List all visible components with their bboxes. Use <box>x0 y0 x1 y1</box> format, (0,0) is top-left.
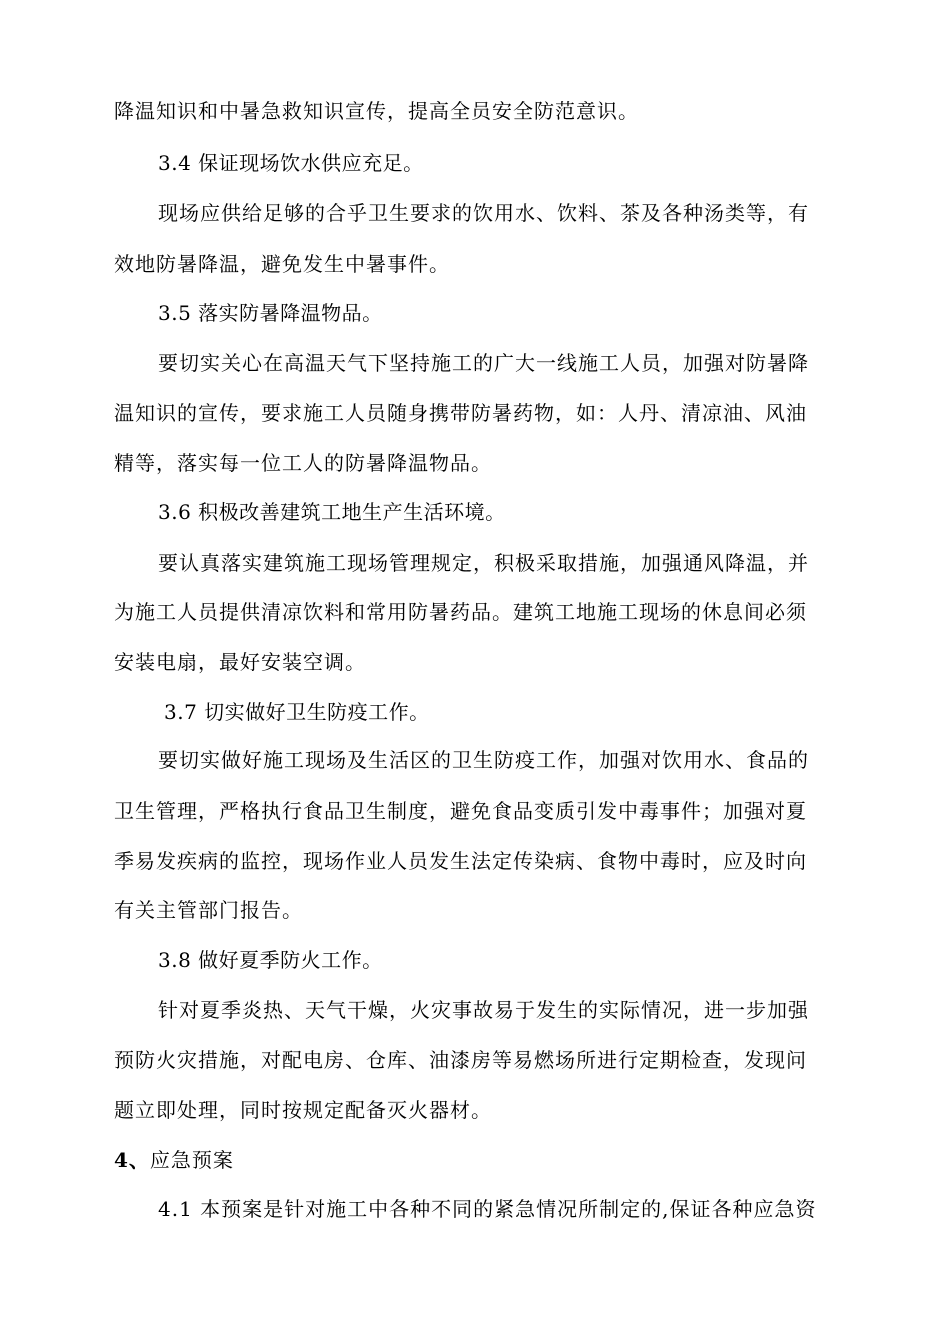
paragraph-line: 现场应供给足够的合乎卫生要求的饮用水、饮料、茶及各种汤类等，有 <box>158 201 809 225</box>
paragraph-line: 针对夏季炎热、天气干燥，火灾事故易于发生的实际情况，进一步加强 <box>158 998 809 1022</box>
paragraph-line: 卫生管理，严格执行食品卫生制度，避免食品变质引发中毒事件；加强对夏 <box>114 799 807 823</box>
paragraph-line: 效地防暑降温，避免发生中暑事件。 <box>114 252 450 276</box>
section-heading-3-6: 3.6 积极改善建筑工地生产生活环境。 <box>158 500 506 524</box>
section-4-title: 应急预案 <box>149 1148 234 1172</box>
section-heading-3-4: 3.4 保证现场饮水供应充足。 <box>158 151 424 175</box>
paragraph-line: 4.1 本预案是针对施工中各种不同的紧急情况所制定的,保证各种应急资 <box>158 1197 817 1221</box>
section-heading-4 <box>114 1145 234 1175</box>
paragraph-line: 温知识的宣传，要求施工人员随身携带防暑药物，如：人丹、清凉油、风油 <box>114 401 807 425</box>
paragraph-line: 为施工人员提供清凉饮料和常用防暑药品。建筑工地施工现场的休息间必须 <box>114 600 807 624</box>
paragraph-line: 降温知识和中暑急救知识宣传，提高全员安全防范意识。 <box>114 99 639 123</box>
paragraph-line: 安装电扇，最好安装空调。 <box>114 650 366 674</box>
section-heading-3-7: 3.7 切实做好卫生防疫工作。 <box>164 700 430 724</box>
section-4-number: 4、 <box>114 1148 150 1172</box>
section-heading-3-5: 3.5 落实防暑降温物品。 <box>158 301 383 325</box>
paragraph-line: 精等，落实每一位工人的防暑降温物品。 <box>114 451 492 475</box>
paragraph-line: 预防火灾措施，对配电房、仓库、油漆房等易燃场所进行定期检查，发现问 <box>114 1048 807 1072</box>
paragraph-line: 有关主管部门报告。 <box>114 898 303 922</box>
paragraph-line: 题立即处理，同时按规定配备灭火器材。 <box>114 1098 492 1122</box>
paragraph-line: 要认真落实建筑施工现场管理规定，积极采取措施，加强通风降温，并 <box>158 551 809 575</box>
paragraph-line: 季易发疾病的监控，现场作业人员发生法定传染病、食物中毒时，应及时向 <box>114 849 807 873</box>
paragraph-line: 要切实关心在高温天气下坚持施工的广大一线施工人员，加强对防暑降 <box>158 351 809 375</box>
section-heading-3-8: 3.8 做好夏季防火工作。 <box>158 948 383 972</box>
paragraph-line: 要切实做好施工现场及生活区的卫生防疫工作，加强对饮用水、食品的 <box>158 748 809 772</box>
